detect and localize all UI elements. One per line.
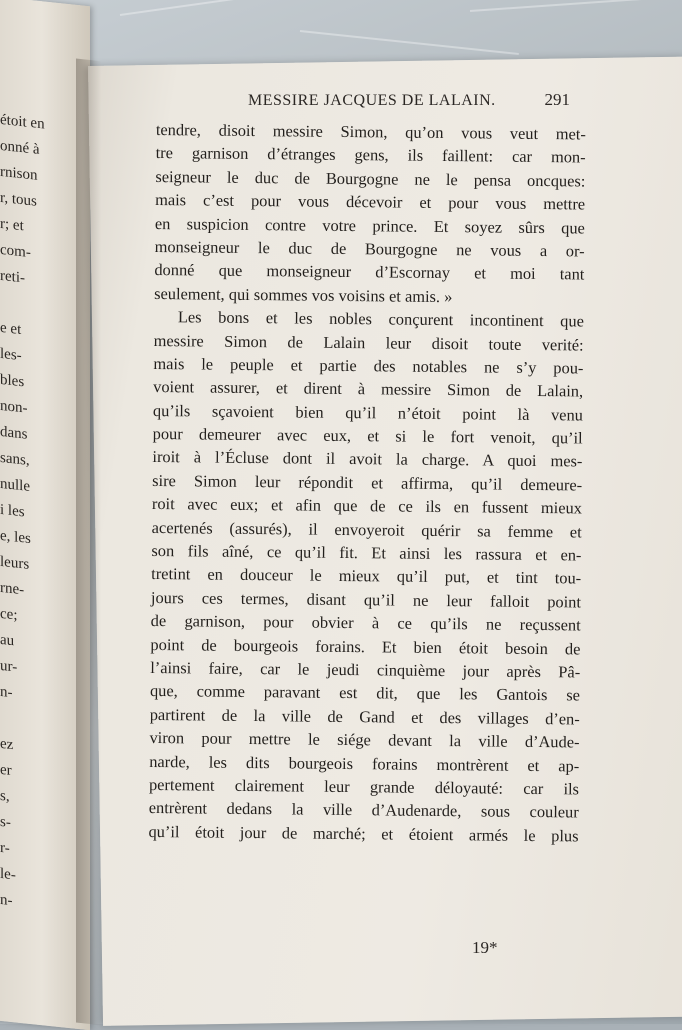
text-line: l’ainsi faire, car le jeudi cinquième jour après Pâ- [150,657,581,682]
text-line: acertenés (assurés), il envoyeroit quérir sa femme et [151,517,582,542]
left-fragment: r, tous [0,189,37,210]
text-line: point de bourgeois forains. Et bien étoit besoin de [150,634,581,659]
text-line: tre garnison d’étranges gens, ils faillent: car mon- [155,143,586,167]
text-line: donné que monseigneur d’Escornay et moi tant [154,260,585,284]
text-line: viron pour mettre le siége devant la ville d’Aude- [149,728,580,752]
text-line: qu’il étoit jour de marché; et étoient armés le plus [148,821,579,846]
left-fragment: rnison [0,163,38,184]
running-head: MESSIRE JACQUES DE LALAIN. [248,92,496,109]
left-fragment: s- [0,813,11,831]
left-fragment: nulle [0,475,30,495]
left-fragment: s, [0,787,10,805]
text-line: entrèrent dedans la ville d’Audenarde, sous couleur [148,798,579,822]
left-fragment: i les [0,501,25,521]
left-fragment: leurs [0,553,30,573]
text-line: pour demeurer avec eux, et si le fort venoit, qu’il [152,424,583,448]
text-line: iroit à l’Écluse dont il avoit la charge. A quoi mes- [152,447,583,471]
left-fragment: e, les [0,527,31,548]
text-line: tendre, disoit messire Simon, qu’on vous veut met- [155,119,586,144]
text-line: pertement clairement leur grande déloyauté: car ils [148,774,580,799]
text-line: sire Simon leur répondit et affirma, qu’il demeure- [152,470,583,495]
left-fragment: r; et [0,215,24,235]
text-line: seigneur le duc de Bourgogne ne le pensa oncques: [155,166,586,191]
text-line: que, comme paravant est dit, que les Gantois se [149,681,581,705]
left-fragment: er [0,761,12,780]
text-line: voient assurer, et dirent à messire Simon de Lalain, [153,377,584,401]
left-fragment: rne- [0,579,25,599]
text-line: monseigneur le duc de Bourgogne ne vous a or- [154,236,585,261]
left-fragment: onné à [0,137,40,159]
text-line: en suspicion contre votre prince. Et soyez sûrs que [154,213,585,238]
left-fragment: bles [0,371,25,391]
left-fragment: sans, [0,449,30,469]
left-fragment: e et [0,319,22,339]
text-line: messire Simon de Lalain leur disoit toute verité: [153,330,584,355]
left-fragment: n- [0,891,13,910]
text-line: de garnison, pour obvier à ce qu’ils ne reçussent [150,611,581,635]
text-line: seulement, qui sommes vos voisins et amis. » [154,283,453,306]
text-line: narde, les dits bourgeois forains montrèrent et ap- [149,751,580,776]
left-fragment: r- [0,839,10,857]
text-line: qu’ils sçavoient bien qu’il n’étoit point là venu [152,400,584,425]
left-fragment: étoit en [0,111,45,133]
text-line: roit avec eux; et afin que de ce ils en fussent mieux [151,494,583,518]
left-fragment: reti- [0,267,25,287]
signature-mark: 19* [472,938,498,957]
left-fragment: ur- [0,657,18,676]
text-line: son fils aîné, ce qu’il fit. Et ainsi les rassura et en- [151,541,582,565]
left-fragment: ce; [0,605,18,624]
left-fragment: ez [0,735,14,754]
text-line: jours ces termes, disant qu’il ne leur falloit point [150,587,582,612]
book-gutter-shadow [76,59,104,1026]
text-line: mais le peuple et partie des notables ne s’y pou- [153,353,584,378]
body-text [148,118,586,848]
left-fragment: le- [0,865,16,884]
left-fragment: n- [0,683,13,702]
left-fragment: les- [0,345,22,365]
left-fragment: non- [0,397,28,417]
text-line: mais c’est pour vous décevoir et pour vous mettre [155,190,586,214]
left-fragment: com- [0,241,31,262]
text-line: tretint en douceur le mieux qu’il put, et tint tou- [151,564,582,588]
text-line: partirent de la ville de Gand et des villages d’en- [149,704,580,729]
left-fragment: au [0,631,15,650]
text-line: Les bons et les nobles conçurent incontinent que [177,307,584,331]
page-header [160,92,580,118]
page-number: 291 [544,90,570,109]
left-fragment: dans [0,423,28,443]
